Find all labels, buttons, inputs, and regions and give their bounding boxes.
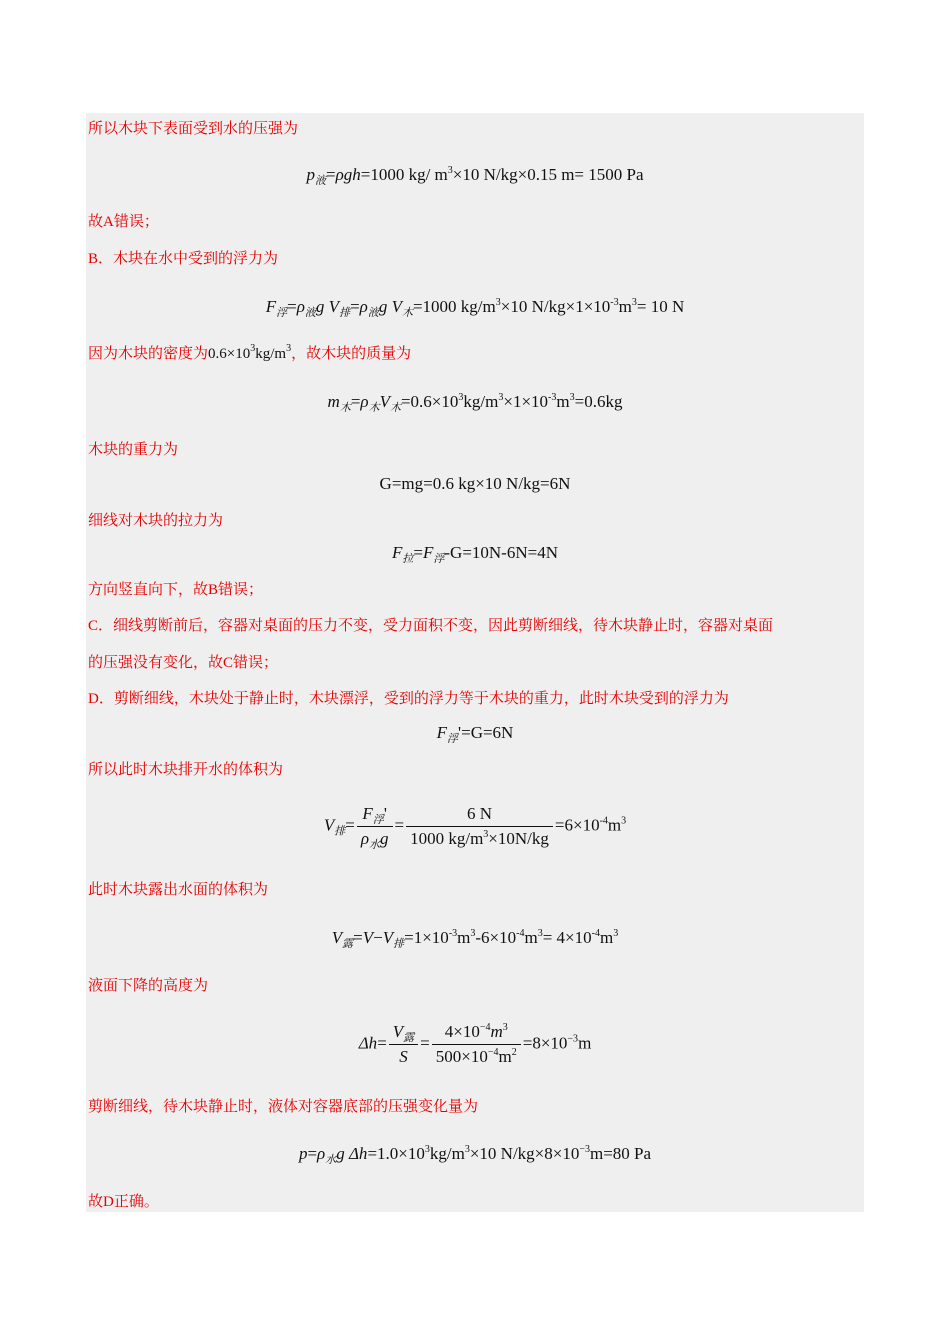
text-line-exposed-intro: 此时木块露出水面的体积为: [88, 882, 269, 898]
text-line-density: 因为木块的密度为$0.6\times 10^3kg/m^3$，故木块的质量为: [88, 343, 412, 362]
text-line-volume-intro: 所以此时木块排开水的体积为: [88, 762, 284, 778]
equation-float-force: $F_浮'=G=6N$: [436, 723, 514, 745]
text-line-c-part1: C．细线剪断前后，容器对桌面的压力不变，受力面积不变，因此剪断细线，待木块静止时，容器对桌面: [88, 618, 774, 634]
text-line-a-wrong: 故A错误；: [88, 214, 159, 230]
equation-tension: $F_拉=F_浮-G=10N-6N=4N$: [392, 543, 558, 565]
equation-exposed-volume: $V_露=V-V_排=1\times 10^{-3}m^3-6\times 10^{-4}m^3= 4\times 10^{-4}m^3$: [331, 928, 619, 950]
equation-displaced-volume: $V_排=$ $\frac{F_浮'}{\rho_水g}$ = $\frac{6 N}{1000 kg/m^3\times 10N/kg}$ $=6\times 10^{-4}m^3$: [323, 804, 627, 851]
text-line-b-intro: B．木块在水中受到的浮力为: [88, 251, 279, 267]
text-line-height-intro: 液面下降的高度为: [88, 978, 209, 994]
text-line-d-correct: 故D正确。: [88, 1194, 159, 1210]
equation-pressure: $p_液=\rho gh=1000$ kg/ $m^3\times 10$ N/kg×0.15 m= 1500 Pa: [306, 165, 644, 187]
text-line-weight-intro: 木块的重力为: [88, 442, 179, 458]
equation-pressure-change: $p=\rho_水g$ $\Delta h=1.0\times 10^3kg/m^3\times 10$ $N/kg\times 8\times 10^{-3}m=80$ Pa: [298, 1144, 652, 1166]
text-line-tension-intro: 细线对木块的拉力为: [88, 513, 224, 529]
text-line-pressure-change-intro: 剪断细线，待木块静止时，液体对容器底部的压强变化量为: [88, 1099, 479, 1115]
equation-height-drop: Δh= $\frac{V_露}{S}$ = $\frac{4\times 10^{-4}m^3}{500\times 10^{-4}m^2}$ $=8\times 10^{-3}m$: [358, 1022, 592, 1066]
text-line-c-part2: 的压强没有变化，故C错误；: [88, 655, 279, 671]
equation-mass: $m_木=\rho_木V_木=0.6\times 10^3kg/m^3\times 1\times 10^{-3}m^3=0.6kg$: [327, 392, 623, 414]
equation-weight: G=mg=0.6 kg×10 N/kg=6N: [379, 474, 571, 493]
text-line-d-intro: D．剪断细线，木块处于静止时，木块漂浮，受到的浮力等于木块的重力，此时木块受到的浮力为: [88, 691, 729, 707]
equation-buoyancy: $F_浮=\rho_液g$ $V_排=\rho_液g$ $V_木=1000$ $kg/m^3\times 10$ $N/kg\times 1\times 10^{-3}m^3= 10$ N: [265, 297, 685, 319]
text-line-b-wrong: 方向竖直向下，故B错误；: [88, 582, 264, 598]
text-line-pressure-intro: 所以木块下表面受到水的压强为: [88, 121, 299, 137]
